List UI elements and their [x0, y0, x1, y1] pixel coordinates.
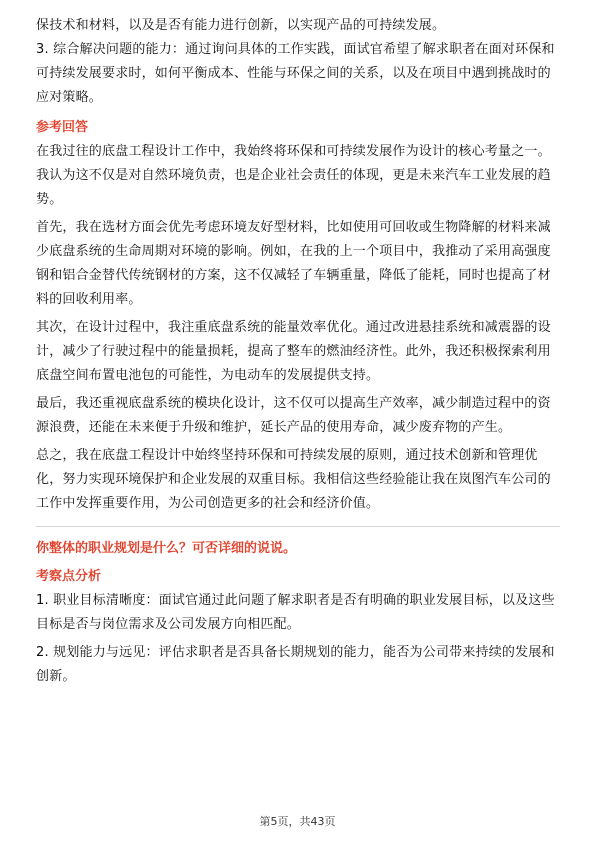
analysis-point-1: 1. 职业目标清晰度：面试官通过此问题了解求职者是否有明确的职业发展目标，以及这些目标是否与岗位需求及公司发展方向相匹配。: [36, 593, 555, 632]
page-content: [36, 14, 560, 689]
analysis-label: 考察点分析: [36, 569, 102, 584]
paragraph-continuation: 保技术和材料，以及是否有能力进行创新，以实现产品的可持续发展。: [36, 18, 446, 33]
answer-paragraph-materials: 首先，我在选材方面会优先考虑环境友好型材料，比如使用可回收或生物降解的材料来减少底盘系统的生命周期对环境的影响。例如，在我的上一个项目中，我推动了采用高强度钢和铝合金替代传统钢材的方案，这不仅减轻了车辆重量，降低了能耗，同时也提高了材料的回收利用率。: [36, 220, 551, 307]
answer-paragraph-summary: 总之，我在底盘工程设计中始终坚持环保和可持续发展的原则，通过技术创新和管理优化，努力实现环境保护和企业发展的双重目标。我相信这些经验能让我在岚图汽车公司的工作中发挥重要作用，为公司创造更多的社会和经济价值。: [36, 448, 551, 511]
analysis-point-2: 2. 规划能力与远见：评估求职者是否具备长期规划的能力，能否为公司带来持续的发展和创新。: [36, 645, 555, 684]
section-divider: [36, 526, 560, 527]
page-footer: 第5页，共43页: [259, 815, 336, 828]
interview-question: 你整体的职业规划是什么？可否详细的说说。: [36, 541, 297, 556]
answer-paragraph-efficiency: 其次，在设计过程中，我注重底盘系统的能量效率优化。通过改进悬挂系统和减震器的设计，减少了行驶过程中的能量损耗，提高了整车的燃油经济性。此外，我还积极探索利用底盘空间布置电池包的可能性，为电动车的发展提供支持。: [36, 320, 551, 383]
answer-label: 参考回答: [36, 120, 89, 135]
analysis-point-3: 3. 综合解决问题的能力：通过询问具体的工作实践，面试官希望了解求职者在面对环保和可持续发展要求时，如何平衡成本、性能与环保之间的关系，以及在项目中遇到挑战时的应对策略。: [36, 42, 555, 105]
answer-paragraph-intro: 在我过往的底盘工程设计工作中，我始终将环保和可持续发展作为设计的核心考量之一。我认为这不仅是对自然环境负责，也是企业社会责任的体现，更是未来汽车工业发展的趋势。: [36, 144, 551, 207]
answer-paragraph-modular: 最后，我还重视底盘系统的模块化设计，这不仅可以提高生产效率，减少制造过程中的资源浪费，还能在未来便于升级和维护，延长产品的使用寿命，减少废弃物的产生。: [36, 396, 551, 435]
